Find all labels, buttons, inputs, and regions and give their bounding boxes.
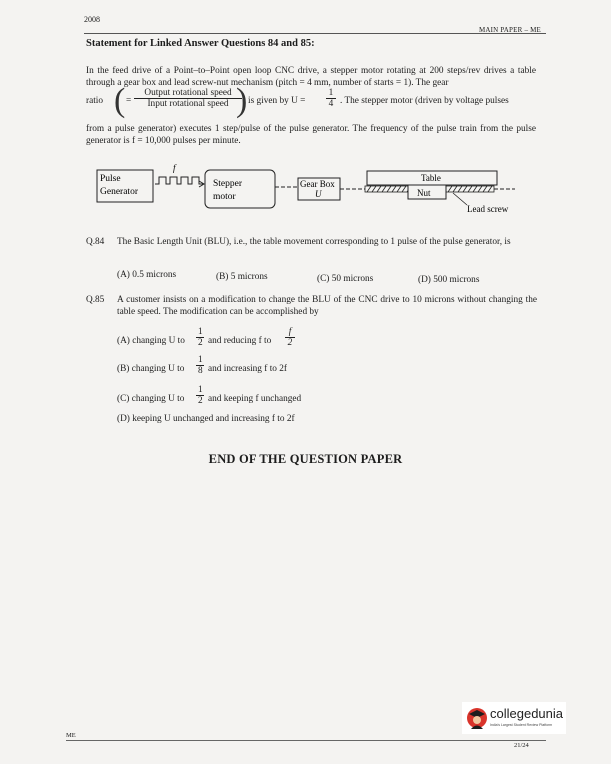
logo-tagline: India's Largest Student Review Platform [490, 723, 553, 727]
q84-option-d: (D) 500 microns [418, 275, 480, 285]
q85-c-fraction [196, 385, 204, 406]
q85-a-mid: and reducing f to [208, 336, 272, 346]
q85-b-prefix: (B) changing U to [117, 364, 185, 374]
q85-b-fraction [196, 355, 204, 376]
u-numerator: 1 [326, 88, 336, 99]
q85-c-den: 2 [198, 396, 203, 406]
q84-option-c: (C) 50 microns [317, 274, 374, 284]
q85-a-num: 1 [198, 327, 203, 337]
u-fraction [326, 88, 336, 109]
gearbox-label: Gear Box [300, 179, 335, 189]
q84-option-a: (A) 0.5 microns [117, 270, 177, 280]
stepper-motor-box [205, 170, 275, 208]
table-label: Table [421, 173, 441, 183]
ratio-continuation: . The stepper motor (driven by voltage pulses [340, 96, 509, 106]
q85-b-den: 8 [198, 366, 203, 376]
end-of-paper-heading: END OF THE QUESTION PAPER [208, 452, 403, 466]
given-by-text: is given by U = [248, 96, 306, 106]
intro-paragraph-1: In the feed drive of a Point–to–Point open loop CNC drive, a stepper motor rotating at 200 steps/rev drives a table through a gear box and lead screw-nut mechanism (pitch = 4 mm, number of starts = 1). The gear [86, 66, 536, 88]
u-denominator: 4 [328, 99, 334, 109]
left-paren: ( [114, 82, 126, 119]
graduate-avatar-icon [465, 705, 489, 731]
frequency-label: f [173, 163, 176, 173]
q85-b-post: and increasing f to 2f [208, 364, 287, 374]
lead-screw-label: Lead screw [467, 204, 509, 214]
footer-divider [66, 740, 546, 741]
q85-a-den: 2 [198, 338, 203, 348]
question-85-text: A customer insists on a modification to change the BLU of the CNC drive to 10 microns without changing the table speed. The modification can be accomplished by [117, 295, 537, 317]
lead-screw-thread-left [367, 186, 410, 192]
gear-ratio-definition [86, 82, 546, 120]
q85-a-f-fraction [285, 327, 295, 348]
q85-a-prefix: (A) changing U to [117, 336, 185, 346]
ratio-numerator: Output rotational speed [134, 88, 242, 99]
header-year: 2008 [84, 15, 100, 24]
logo-wordmark: collegedunia [490, 706, 564, 721]
stepper-label-1: Stepper [213, 179, 243, 189]
header-paper-label: MAIN PAPER – ME [478, 26, 541, 34]
q85-option-a [117, 327, 377, 357]
q85-a-fnum: f [285, 327, 295, 338]
question-84-number: Q.84 [86, 237, 105, 247]
q85-c-prefix: (C) changing U to [117, 394, 185, 404]
gearbox-u-label: U [315, 189, 322, 199]
q85-c-post: and keeping f unchanged [208, 394, 302, 404]
ratio-denominator: Input rotational speed [147, 99, 229, 109]
q85-b-num: 1 [198, 355, 203, 365]
q84-option-b: (B) 5 microns [216, 272, 268, 282]
q85-c-num: 1 [198, 385, 203, 395]
pulse-generator-label-1: Pulse [100, 174, 121, 184]
pulse-train-signal [155, 177, 203, 184]
q85-option-c [117, 385, 377, 415]
feed-drive-diagram [95, 160, 535, 220]
ratio-label: ratio [86, 96, 104, 106]
question-85-number: Q.85 [86, 295, 105, 305]
question-84-text: The Basic Length Unit (BLU), i.e., the table movement corresponding to 1 pulse of the pulse generator, is [117, 237, 511, 247]
gear-ratio-fraction [134, 88, 242, 109]
header-divider [84, 33, 546, 34]
footer-paper-code: ME [66, 732, 76, 739]
right-paren: ) [236, 82, 248, 119]
ratio-equals: = [126, 96, 132, 106]
q85-a-fraction [196, 327, 204, 348]
q85-option-b [117, 355, 377, 385]
statement-title: Statement for Linked Answer Questions 84 and 85: [86, 38, 315, 49]
lead-screw-pointer [453, 193, 467, 205]
q85-option-d: (D) keeping U unchanged and increasing f to 2f [117, 414, 295, 424]
pulse-generator-label-2: Generator [100, 187, 138, 197]
stepper-label-2: motor [213, 192, 236, 202]
nut-label: Nut [417, 188, 431, 198]
collegedunia-logo [462, 702, 566, 734]
footer-page-number: 21/24 [514, 742, 529, 749]
q85-a-fden: 2 [287, 338, 293, 348]
lead-screw-thread-right [448, 186, 492, 192]
intro-paragraph-2: from a pulse generator) executes 1 step/pulse of the pulse generator. The frequency of the pulse train from the pulse generator is f = 10,000 pulses per minute. [86, 124, 536, 146]
